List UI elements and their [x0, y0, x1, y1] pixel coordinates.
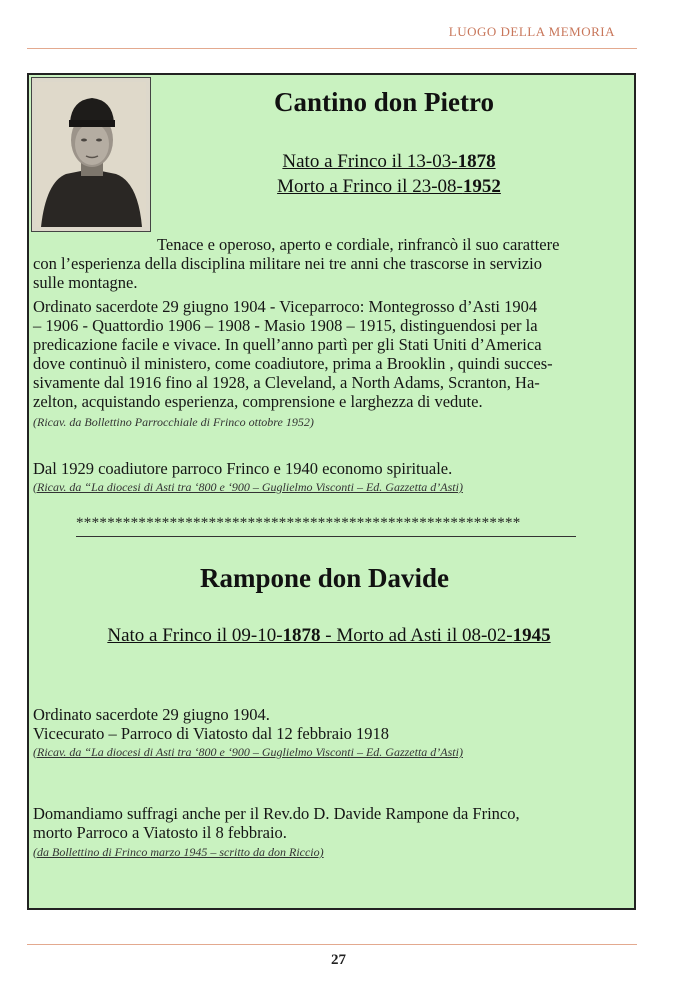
death-text: Morto a Frinco il 23-08-: [277, 176, 463, 197]
bio-line-4: Ordinato sacerdote 29 giugno 1904 - Viceparroco: Montegrosso d’Asti 1904: [33, 297, 538, 316]
birth-text: Nato a Frinco il 13-03-: [282, 151, 458, 172]
vicecurate-line: Vicecurato – Parroco di Viatosto dal 12 febbraio 1918: [33, 724, 390, 743]
section1-title: Cantino don Pietro: [274, 87, 495, 117]
birth-text-2: Nato a Frinco il 09-10-: [107, 625, 283, 646]
page-number: 27: [331, 952, 346, 968]
source-citation-2: (Ricav. da “La diocesi di Asti tra ‘800 e ‘900 – Guglielmo Visconti – Ed. Gazzetta d’Asti): [33, 480, 463, 494]
death-text-2: - Morto ad Asti il 08-02-: [320, 625, 513, 646]
star-divider: *********************************************************: [76, 515, 521, 531]
source-citation-1: (Ricav. da Bollettino Parrocchiale di Frinco ottobre 1952): [33, 415, 314, 429]
running-header: LUOGO DELLA MEMORIA: [448, 24, 615, 39]
section1-birth-line: [239, 151, 539, 173]
bio-line-5: – 1906 - Quattordio 1906 – 1908 - Masio 1908 – 1915, distinguendosi per la: [33, 316, 538, 335]
bio-line-1: Tenace e operoso, aperto e cordiale, rinfrancò il suo carattere: [157, 235, 560, 254]
ordination-line: Ordinato sacerdote 29 giugno 1904.: [33, 705, 270, 724]
section1-death-line: [239, 176, 539, 198]
section2-dates-line: [49, 625, 609, 647]
later-career-line: Dal 1929 coadiutore parroco Frinco e 1940 economo spirituale.: [33, 459, 453, 478]
divider-rule: [76, 536, 576, 537]
death-year-2: 1945: [512, 625, 551, 646]
death-year: 1952: [462, 176, 501, 197]
bio-line-9: zelton, acquistando esperienza, comprensione e larghezza di vedute.: [33, 392, 483, 411]
bio-line-6: predicazione facile e vivace. In quell’anno partì per gli Stati Uniti d’America: [33, 335, 542, 354]
birth-year-2: 1878: [282, 625, 321, 646]
memorial-panel: [27, 73, 636, 910]
bio-line-2: con l’esperienza della disciplina militare nei tre anni che trascorse in servizio: [33, 254, 542, 273]
suffrage-line-2: morto Parroco a Viatosto il 8 febbraio.: [33, 823, 287, 842]
section2-title: Rampone don Davide: [200, 563, 450, 593]
bio-line-8: sivamente dal 1916 fino al 1928, a Cleveland, a North Adams, Scranton, Ha-: [33, 373, 540, 392]
source-citation-4: (da Bollettino di Frinco marzo 1945 – scritto da don Riccio): [33, 845, 324, 859]
suffrage-line-1: Domandiamo suffragi anche per il Rev.do D. Davide Rampone da Frinco,: [33, 804, 520, 823]
portrait-photo-frame: [31, 77, 151, 232]
bio-line-7: dove continuò il ministero, come coadiutore, prima a Brooklin , quindi succes-: [33, 354, 553, 373]
priest-portrait-photo: [36, 82, 146, 227]
source-citation-3: (Ricav. da “La diocesi di Asti tra ‘800 e ‘900 – Guglielmo Visconti – Ed. Gazzetta d’Asti): [33, 745, 463, 759]
header-rule: [27, 48, 637, 49]
birth-year: 1878: [457, 151, 496, 172]
footer-rule: [27, 944, 637, 945]
bio-line-3: sulle montagne.: [33, 273, 138, 292]
